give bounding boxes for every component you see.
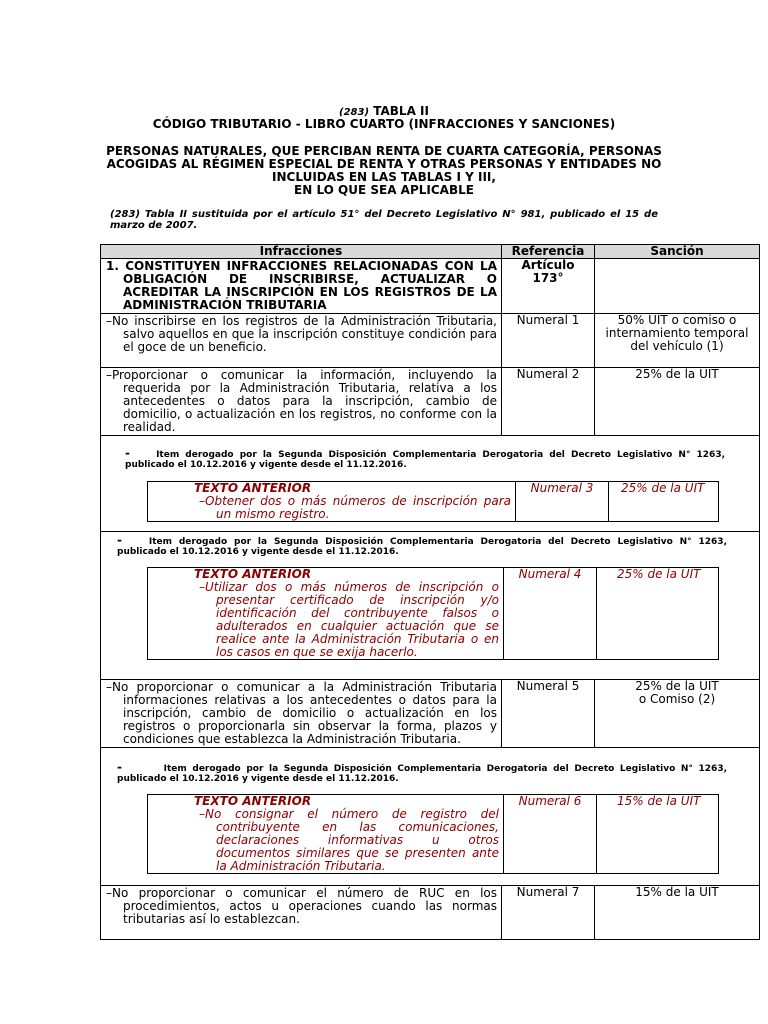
old-4-ref: Numeral 4 bbox=[504, 568, 597, 660]
old-6-text: –No consignar el número de registro del contribuyente en las comunicaciones, declaraciones informativas u otros documentos similares que se presenten ante la Administración Tributaria. bbox=[199, 807, 499, 873]
derog-dash: - bbox=[117, 533, 122, 547]
derogated-note-6 bbox=[117, 762, 727, 784]
old-4-cell bbox=[148, 568, 504, 660]
old-text-table-6 bbox=[147, 794, 719, 874]
derogated-block-3 bbox=[101, 436, 760, 532]
old-text-table-3 bbox=[147, 481, 719, 522]
sanction-5-line1: 25% de la UIT bbox=[635, 679, 719, 693]
infraction-5-sanction bbox=[595, 680, 760, 748]
old-3-text: –Obtener dos o más números de inscripción para un mismo registro. bbox=[199, 494, 511, 521]
infraction-7-sanction: 15% de la UIT bbox=[595, 886, 760, 940]
section-sancion bbox=[595, 259, 760, 314]
subject-line-1: PERSONAS NATURALES, QUE PERCIBAN RENTA DE CUARTA CATEGORÍA, PERSONAS bbox=[106, 144, 662, 158]
old-3-sanction: 25% de la UIT bbox=[609, 482, 719, 522]
infraction-2-text: –Proporcionar o comunicar la información, incluyendo la requerida por la Administración Tributaria, relativa a los antecedentes o datos para la inscripción, cambio de domicilio, o actualización en los registros, no conforme con la realidad. bbox=[101, 368, 502, 436]
table-row bbox=[101, 886, 760, 940]
derogated-note-3 bbox=[125, 448, 725, 470]
old-6-cell bbox=[148, 795, 504, 874]
old-4-sanction: 25% de la UIT bbox=[597, 568, 719, 660]
derogated-block-4 bbox=[101, 532, 760, 680]
sanction-5-line2: o Comiso (2) bbox=[638, 692, 716, 706]
table-row bbox=[101, 314, 760, 368]
texto-anterior-label: TEXTO ANTERIOR bbox=[194, 567, 312, 581]
derogated-cell-4 bbox=[101, 532, 760, 680]
derog-note-text: Item derogado por la Segunda Disposición Complementaria Derogatoria del Decreto Legislativo N° 1263, publicado el 10.12.2016 y vigente desde el 11.12.2016. bbox=[125, 450, 725, 470]
derogated-note-4 bbox=[117, 535, 727, 557]
derogated-cell-3 bbox=[101, 436, 760, 532]
col-referencia: Referencia bbox=[502, 245, 595, 259]
infraction-2-ref: Numeral 2 bbox=[502, 368, 595, 436]
table-row bbox=[101, 680, 760, 748]
infraction-7-ref: Numeral 7 bbox=[502, 886, 595, 940]
texto-anterior-label: TEXTO ANTERIOR bbox=[194, 794, 312, 808]
table-header-row bbox=[101, 245, 760, 259]
table-label: TABLA II bbox=[373, 104, 429, 118]
subject-line-2: ACOGIDAS AL RÉGIMEN ESPECIAL DE RENTA Y OTRAS PERSONAS Y ENTIDADES NO bbox=[106, 157, 662, 171]
derogated-cell-6 bbox=[101, 748, 760, 886]
infraction-5-ref: Numeral 5 bbox=[502, 680, 595, 748]
old-6-ref: Numeral 6 bbox=[504, 795, 597, 874]
texto-anterior-label: TEXTO ANTERIOR bbox=[194, 481, 312, 495]
infraction-7-text: –No proporcionar o comunicar el número de RUC en los procedimientos, actos u operaciones cuando las normas tributarias así lo establezcan. bbox=[101, 886, 502, 940]
section-ref: Artículo 173° bbox=[502, 259, 595, 314]
table-row bbox=[101, 368, 760, 436]
derogated-block-6 bbox=[101, 748, 760, 886]
infractions-table bbox=[100, 244, 760, 940]
derog-note-text: Item derogado por la Segunda Disposición Complementaria Derogatoria del Decreto Legislativo N° 1263, publicado el 10.12.2016 y vigente desde el 11.12.2016. bbox=[117, 537, 727, 557]
col-infracciones: Infracciones bbox=[101, 245, 502, 259]
derog-dash: - bbox=[125, 446, 130, 460]
derog-note-text: Item derogado por la Segunda Disposición Complementaria Derogatoria del Decreto Legislativo N° 1263, publicado el 10.12.2016 y vigente desde el 11.12.2016. bbox=[117, 764, 728, 784]
old-text-table-4 bbox=[147, 567, 719, 660]
infraction-1-ref: Numeral 1 bbox=[502, 314, 595, 368]
subject-line-3: INCLUIDAS EN LAS TABLAS I Y III, bbox=[272, 170, 496, 184]
code-title: CÓDIGO TRIBUTARIO - LIBRO CUARTO (INFRACCIONES Y SANCIONES) bbox=[152, 117, 616, 131]
subject-line-4: EN LO QUE SEA APLICABLE bbox=[294, 183, 474, 197]
old-3-ref: Numeral 3 bbox=[516, 482, 609, 522]
substitution-note: (283) Tabla II sustituida por el artículo 51° del Decreto Legislativo N° 981, publicado el 15 de marzo de 2007. bbox=[110, 209, 658, 231]
section-title: 1. CONSTITUYEN INFRACCIONES RELACIONADAS CON LA OBLIGACIÓN DE INSCRIBIRSE, ACTUALIZAR O ACREDITAR LA INSCRIPCIÓN EN LOS REGISTROS DE LA ADMINISTRACIÓN TRIBUTARIA bbox=[101, 259, 502, 314]
infraction-1-text: –No inscribirse en los registros de la Administración Tributaria, salvo aquellos en que la inscripción constituye condición para el goce de un beneficio. bbox=[101, 314, 502, 368]
col-sancion: Sanción bbox=[595, 245, 760, 259]
infraction-2-sanction: 25% de la UIT bbox=[595, 368, 760, 436]
old-6-sanction: 15% de la UIT bbox=[597, 795, 719, 874]
section-row bbox=[101, 259, 760, 314]
derog-dash: - bbox=[117, 760, 122, 774]
infraction-1-sanction: 50% UIT o comiso o internamiento temporal del vehículo (1) bbox=[595, 314, 760, 368]
old-4-text: –Utilizar dos o más números de inscripción o presentar certificado de inscripción y/o identificación del contribuyente falsos o adulterados en cualquier actuación que se realice ante la Administración Tributaria o en los casos en que se exija hacerlo. bbox=[199, 580, 499, 659]
old-3-cell bbox=[148, 482, 516, 522]
infraction-5-text: –No proporcionar o comunicar a la Administración Tributaria informaciones relativas a los antecedentes o datos para la inscripción, cambio de domicilio o actualización en los registros o proporcionarla sin observar la forma, plazos y condiciones que establezca la Administración Tributaria. bbox=[101, 680, 502, 748]
footnote-ref: (283) bbox=[339, 107, 370, 118]
